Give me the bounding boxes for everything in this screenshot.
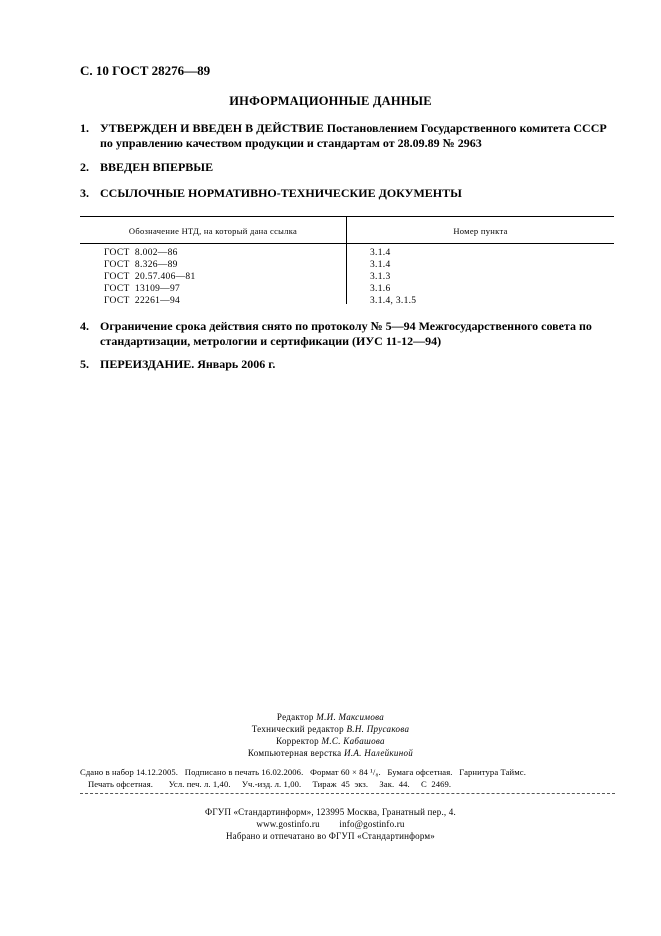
publisher-printed-by: Набрано и отпечатано во ФГУП «Стандартинформ»	[225, 831, 436, 841]
item-heading: УТВЕРЖДЕН И ВВЕДЕН В ДЕЙСТВИЕ	[100, 121, 324, 135]
imprint-editor	[0, 712, 661, 722]
item-heading: ПЕРЕИЗДАНИЕ. Январь 2006 г.	[100, 357, 276, 371]
table-cell-designation: ГОСТ 8.002—86	[104, 248, 178, 258]
page-header: С. 10 ГОСТ 28276—89	[80, 63, 211, 78]
table-cell-clause: 3.1.3	[370, 272, 391, 282]
table-cell-designation: ГОСТ 8.326—89	[104, 260, 178, 270]
info-item-5	[80, 357, 620, 372]
print-details-line-2: Печать офсетная. Усл. печ. л. 1,40. Уч.-изд. л. 1,00. Тираж 45 экз. Зак. 44. С 2469.	[88, 779, 452, 789]
item-number: 1.	[80, 121, 89, 135]
section-title: ИНФОРМАЦИОННЫЕ ДАННЫЕ	[229, 94, 432, 108]
table-cell-clause: 3.1.4, 3.1.5	[370, 296, 417, 306]
table-top-rule	[80, 216, 614, 217]
item-heading: ССЫЛОЧНЫЕ НОРМАТИВНО-ТЕХНИЧЕСКИЕ ДОКУМЕНТЫ	[100, 186, 462, 200]
person-name: М.И. Максимова	[316, 712, 385, 722]
table-cell-clause: 3.1.4	[370, 248, 391, 258]
person-name: В.Н. Прусакова	[346, 724, 410, 734]
item-number: 4.	[80, 319, 89, 333]
table-cell-designation: ГОСТ 13109—97	[104, 284, 181, 294]
person-name: И.А. Налейкиной	[344, 748, 414, 758]
item-text: Ограничение срока действия снято по протоколу № 5—94 Межгосударственного совета по стандартизации, метрологии и сертификации (ИУС 11-12—94)	[100, 319, 592, 348]
info-item-2	[80, 160, 620, 175]
imprint-corrector	[0, 736, 661, 746]
publisher-address: ФГУП «Стандартинформ», 123995 Москва, Гранатный пер., 4.	[205, 807, 456, 817]
role-label: Редактор	[276, 712, 314, 722]
role-label: Корректор	[276, 736, 319, 746]
item-number: 2.	[80, 160, 89, 174]
separator-line	[80, 793, 615, 794]
print-details-line-1: Сдано в набор 14.12.2005. Подписано в печать 16.02.2006. Формат 60 × 84 ¹/₈. Бумага офсетная. Гарнитура Таймс.	[80, 767, 526, 777]
info-item-1	[80, 121, 620, 151]
item-text: Постановлением Государственного комитета СССР по управлению качеством продукции и стандартам от 28.09.89 № 2963	[100, 121, 607, 150]
role-label: Компьютерная верстка	[247, 748, 342, 758]
table-header-clause: Номер пункта	[453, 226, 508, 236]
publisher-contacts: www.gostinfo.ru info@gostinfo.ru	[256, 819, 405, 829]
person-name: М.С. Кабашова	[321, 736, 385, 746]
table-cell-clause: 3.1.4	[370, 260, 391, 270]
table-cell-designation: ГОСТ 22261—94	[104, 296, 181, 306]
reference-table	[80, 216, 614, 304]
item-number: 3.	[80, 186, 89, 200]
table-header-designation: Обозначение НТД, на который дана ссылка	[128, 226, 298, 236]
info-item-4	[80, 319, 620, 349]
role-label: Технический редактор	[251, 724, 344, 734]
imprint-layout	[0, 748, 661, 758]
table-header-rule	[80, 243, 614, 244]
info-item-3	[80, 186, 620, 201]
item-number: 5.	[80, 357, 89, 371]
table-cell-designation: ГОСТ 20.57.406—81	[104, 272, 196, 282]
table-cell-clause: 3.1.6	[370, 284, 391, 294]
item-heading: ВВЕДЕН ВПЕРВЫЕ	[100, 160, 214, 174]
imprint-tech-editor	[0, 724, 661, 734]
